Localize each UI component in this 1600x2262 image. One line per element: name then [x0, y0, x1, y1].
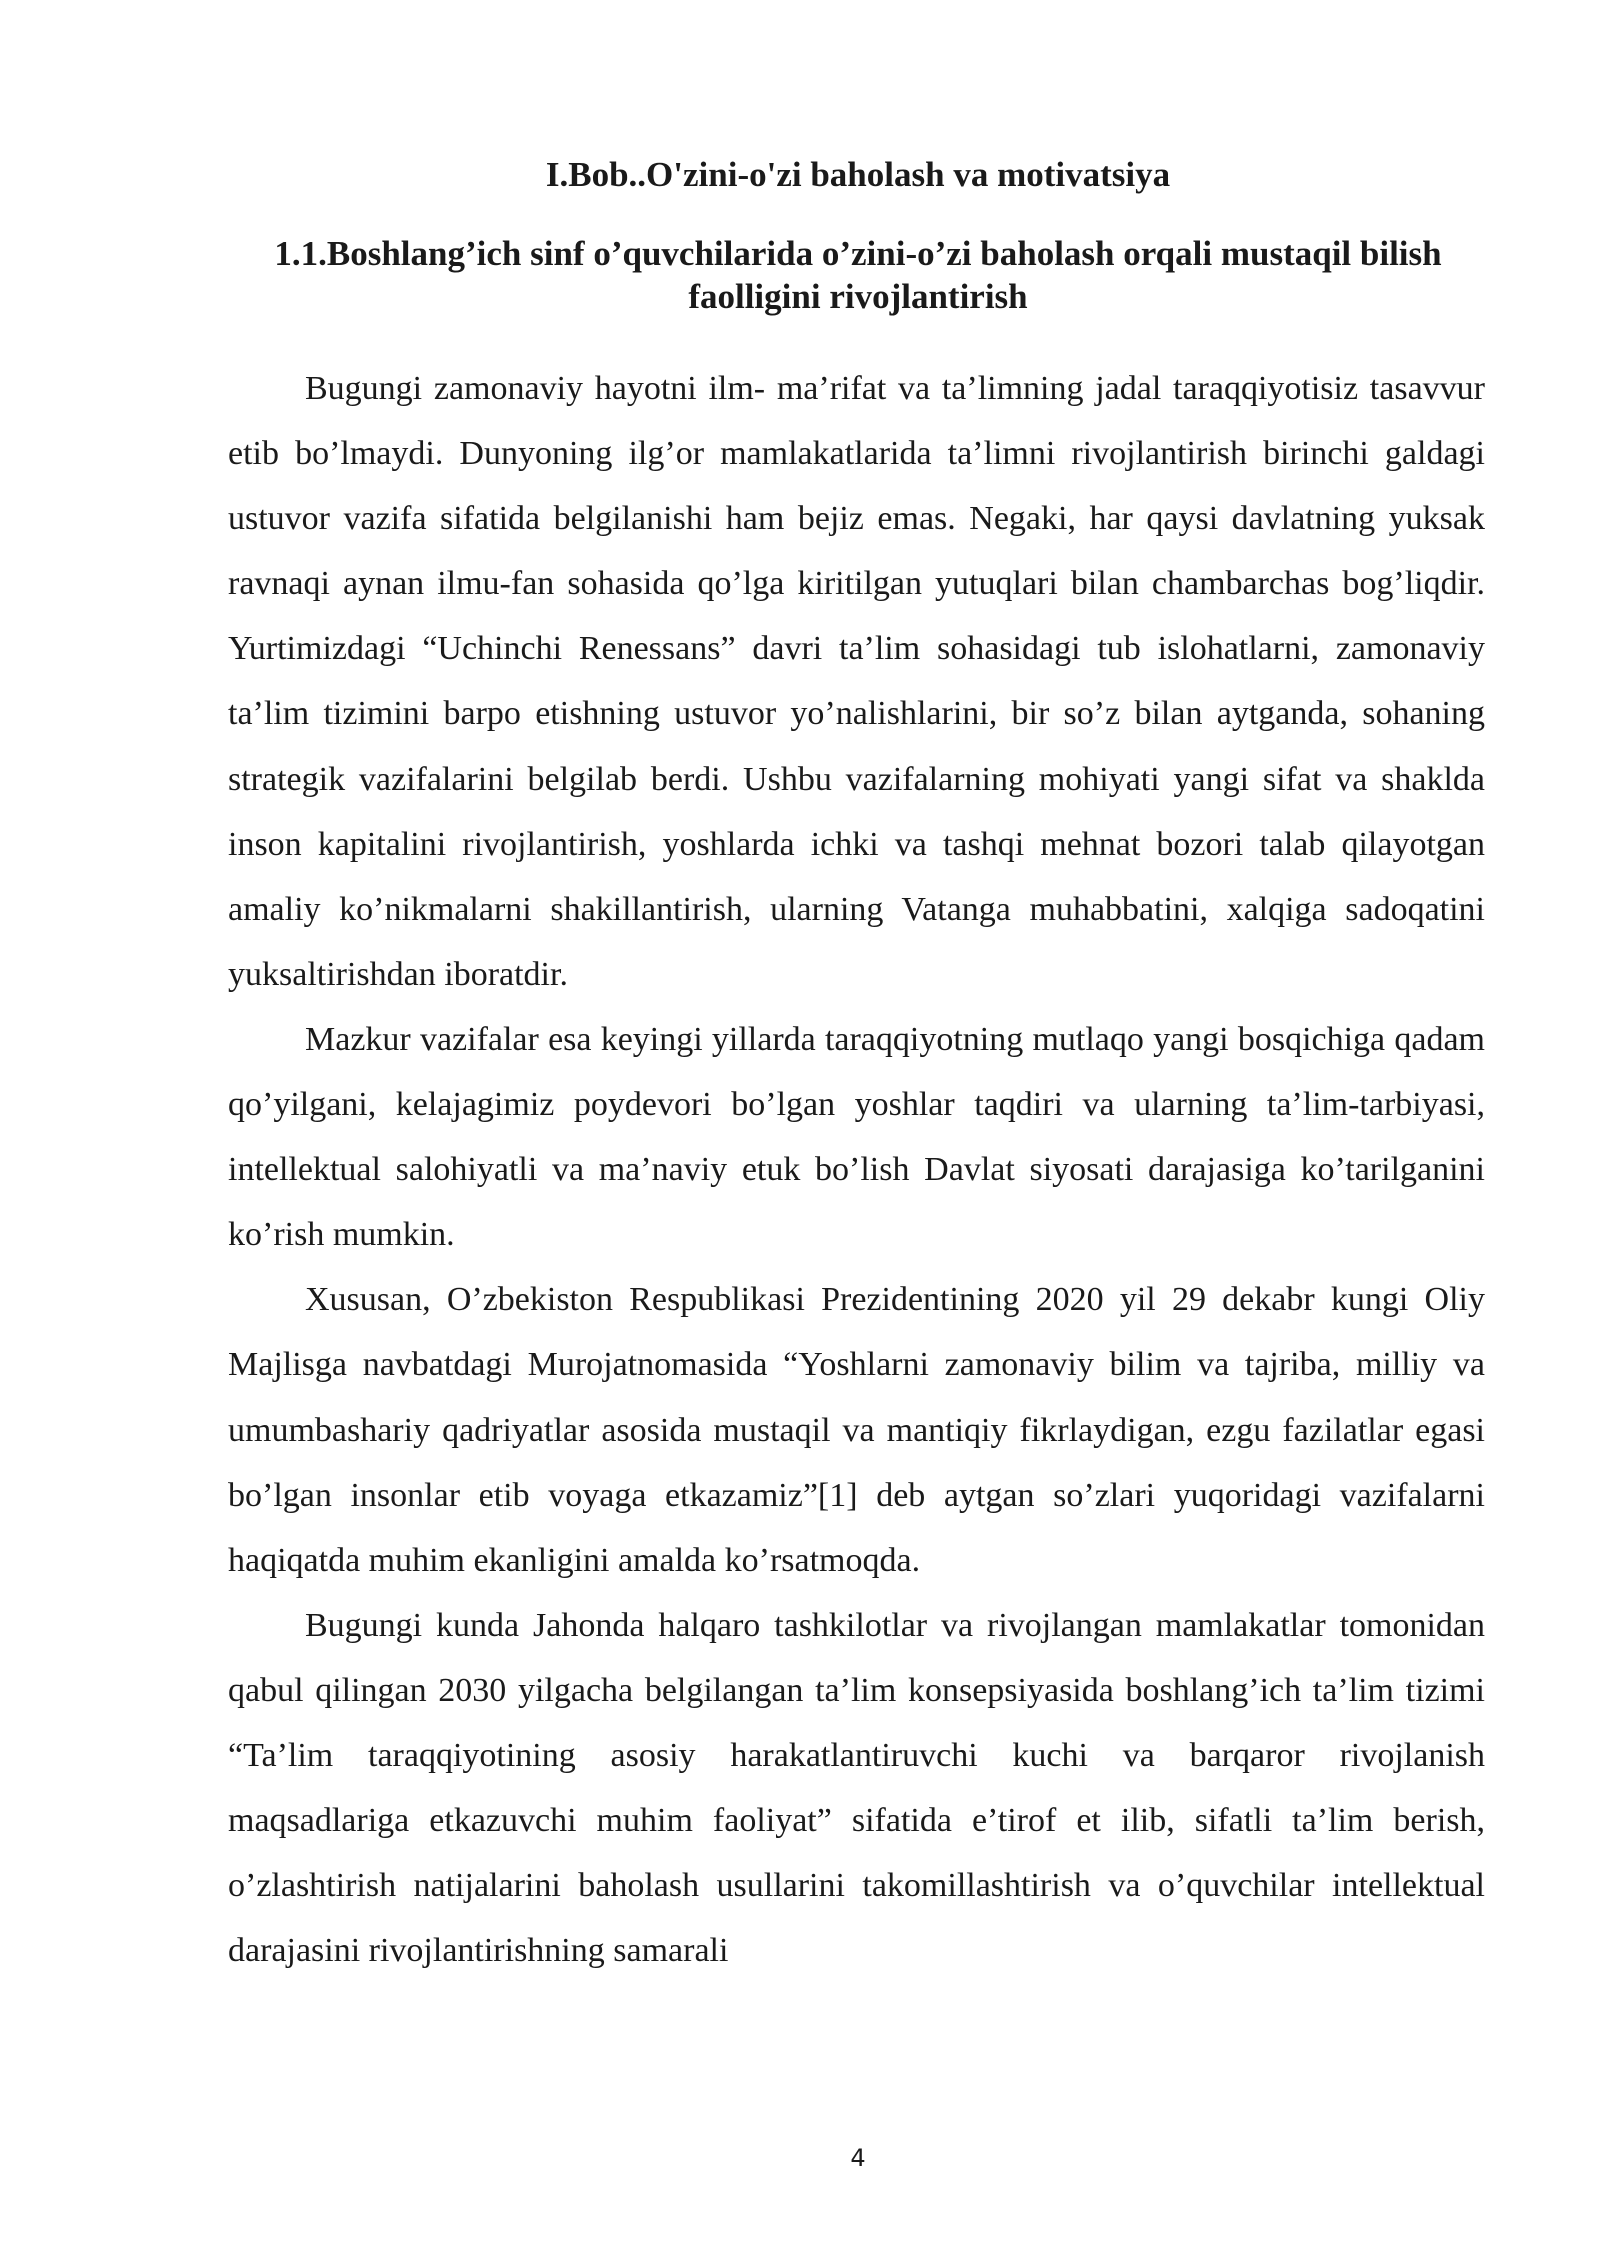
section-title: 1.1.Boshlang’ich sinf o’quvchilarida o’zini-o’zi baholash orqali mustaqil bilish faolligini rivojlantirish	[274, 234, 1442, 316]
paragraph-4: Bugungi kunda Jahonda halqaro tashkilotlar va rivojlangan mamlakatlar tomonidan qabul qilingan 2030 yilgacha belgilangan ta’lim konsepsiyasida boshlang’ich ta’lim tizimi “Ta’lim taraqqiyotining asosiy harakatlantiruvchi kuchi va barqaror rivojlanish maqsadlariga etkazuvchi muhim faoliyat” sifatida e’tirof et ilib, sifatli ta’lim berish, o’zlashtirish natijalarini baholash usullarini takomillashtirish va o’quvchilar intellektual darajasini rivojlantirishning samarali	[228, 1606, 1485, 1970]
page-number: 4	[850, 2144, 866, 2172]
paragraph-1: Bugungi zamonaviy hayotni ilm- ma’rifat va ta’limning jadal taraqqiyotisiz tasavvur etib bo’lmaydi. Dunyoning ilg’or mamlakatlarida ta’limni rivojlantirish birinchi galdagi ustuvor vazifa sifatida belgilanishi ham bejiz emas. Negaki, har qaysi davlatning yuksak ravnaqi aynan ilmu-fan sohasida qo’lga kiritilgan yutuqlari bilan chambarchas bog’liqdir. Yurtimizdagi “Uchinchi Renessans” davri ta’lim sohasidagi tub islohatlarni, zamonaviy ta’lim tizimini barpo etishning ustuvor yo’nalishlarini, bir so’z bilan aytganda, sohaning strategik vazifalarini belgilab berdi. Ushbu vazifalarning mohiyati yangi sifat va shaklda inson kapitalini rivojlantirish, yoshlarda ichki va tashqi mehnat bozori talab qilayotgan amaliy ko’nikmalarni shakillantirish, ularning Vatanga muhabbatini, xalqiga sadoqatini yuksaltirishdan iboratdir.	[228, 370, 1485, 993]
paragraph-3: Xususan, O’zbekiston Respublikasi Prezidentining 2020 yil 29 dekabr kungi Oliy Majlisga navbatdagi Murojatnomasida “Yoshlarni zamonaviy bilim va tajriba, milliy va umumbashariy qadriyatlar asosida mustaqil va mantiqiy fikrlaydigan, ezgu fazilatlar egasi bo’lgan insonlar etib voyaga etkazamiz”[1] deb aytgan so’zlari yuqoridagi vazifalarni haqiqatda muhim ekanligini amalda ko’rsatmoqda.	[228, 1281, 1485, 1579]
body-text	[228, 356, 1485, 1983]
paragraph-2: Mazkur vazifalar esa keyingi yillarda taraqqiyotning mutlaqo yangi bosqichiga qadam qo’yilgani, kelajagimiz poydevori bo’lgan yoshlar taqdiri va ularning ta’lim-tarbiyasi, intellektual salohiyatli va ma’naviy etuk bo’lish Davlat siyosati darajasiga ko’tarilganini ko’rish mumkin.	[228, 1020, 1485, 1254]
chapter-title: I.Bob..O'zini-o'zi baholash va motivatsiya	[545, 155, 1171, 194]
